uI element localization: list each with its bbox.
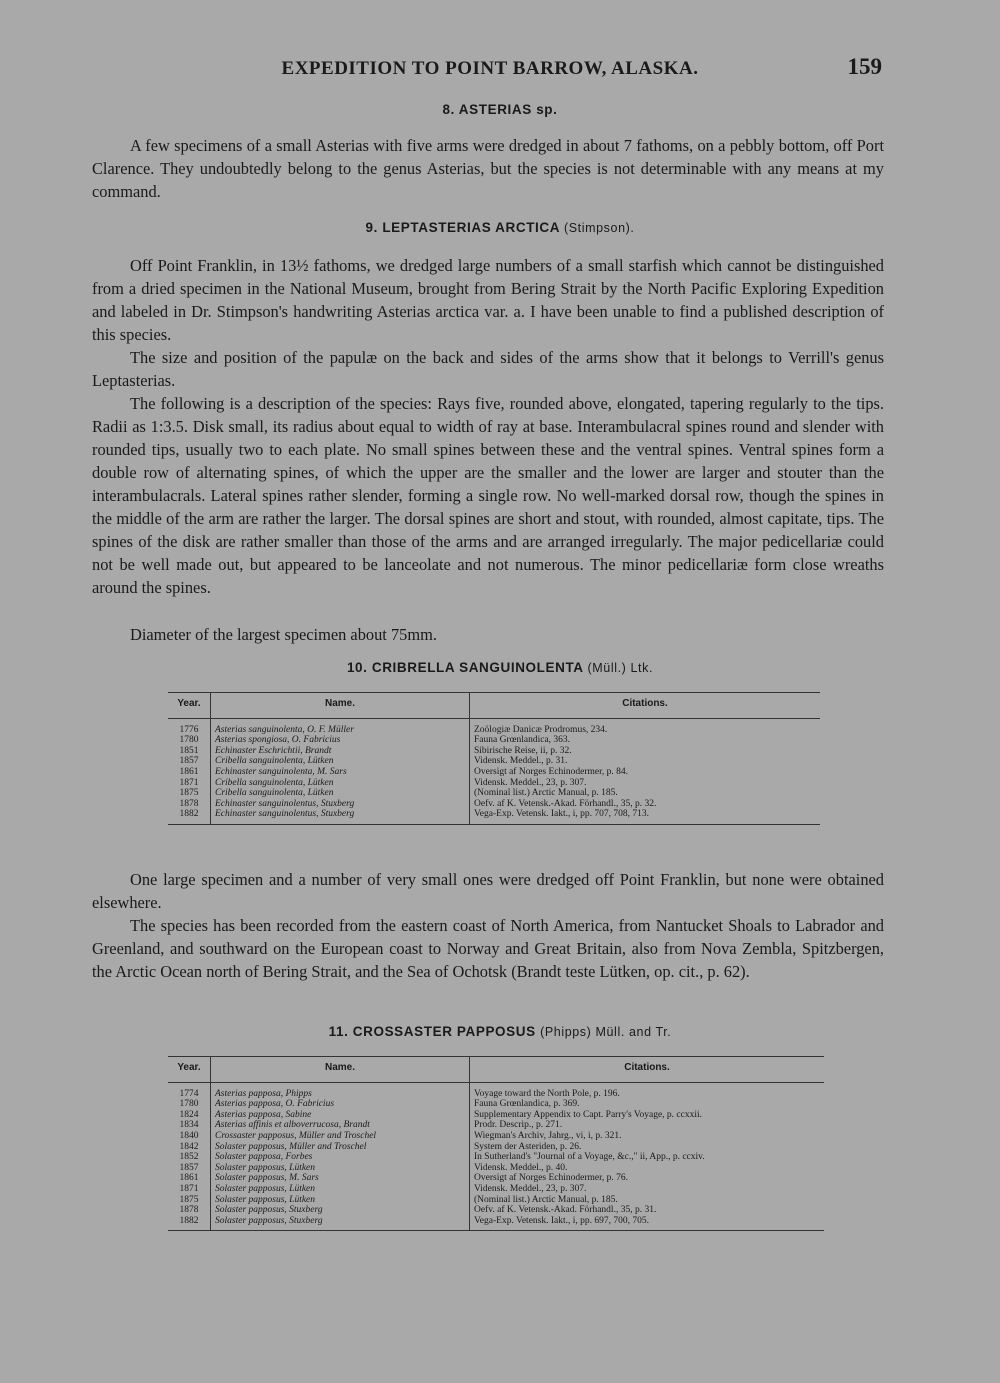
table-row-year: 1852 xyxy=(179,1152,199,1163)
table-row-citation: Wiegman's Archiv, Jahrg., vi, i, p. 321. xyxy=(474,1130,622,1141)
table-row-citation: Vidensk. Meddel., p. 40. xyxy=(474,1162,568,1173)
section-heading-11-authority: (Phipps) Müll. and Tr. xyxy=(540,1025,672,1039)
table-row-year: 1834 xyxy=(179,1120,199,1131)
table-row-year: 1857 xyxy=(179,1162,199,1173)
citations-table-11 xyxy=(168,1056,824,1231)
section-8-paragraph xyxy=(92,134,884,203)
table-row-year: 1861 xyxy=(179,766,199,777)
col-name-header: Name. xyxy=(211,693,470,719)
table-row-citation: Supplementary Appendix to Capt. Parry's Voyage, p. ccxxii. xyxy=(474,1109,703,1120)
section-8-text: A few specimens of a small Asterias with five arms were dredged in about 7 fathoms, on a pebbly bottom, off Port Clarence. They undoubtedly belong to the genus Asterias, but the species is not determinable with any means at my command. xyxy=(92,136,884,201)
table-row-name: Solaster papposus, Lütken xyxy=(215,1194,316,1205)
table-row-year: 1851 xyxy=(179,745,199,756)
table-row-citation: Vega-Exp. Vetensk. Iakt., i, pp. 707, 708, 713. xyxy=(474,809,650,820)
section-9-paragraph-1 xyxy=(92,254,884,346)
table-row-citation: Oefv. af K. Vetensk.-Akad. Förhandl., 35, p. 31. xyxy=(474,1205,657,1216)
table-row-citation: Vidensk. Meddel., 23, p. 307. xyxy=(474,777,587,788)
section-10-paragraph-2 xyxy=(92,914,884,983)
table-row-citation: Zoölogiæ Danicæ Prodromus, 234. xyxy=(474,724,608,735)
table-row-citation: Fauna Grœnlandica, p. 369. xyxy=(474,1099,580,1110)
running-header xyxy=(90,52,890,82)
table-row-year: 1882 xyxy=(179,1215,199,1226)
table-row-citation: Oefv. af K. Vetensk.-Akad. Förhandl., 35, p. 32. xyxy=(474,798,657,809)
table-row-name: Solaster papposa, Forbes xyxy=(215,1152,313,1163)
table-row-name: Asterias papposa, Sabine xyxy=(215,1109,312,1120)
section-heading-9-authority: (Stimpson). xyxy=(563,221,635,235)
table-row-year: 1882 xyxy=(179,809,199,820)
table-row-year: 1875 xyxy=(179,1194,199,1205)
col-citations-header: Citations. xyxy=(470,693,821,719)
table-row-citation: (Nominal list.) Arctic Manual, p. 185. xyxy=(474,1194,618,1205)
section-9-text-2: The size and position of the papulæ on the back and sides of the arms show that it belongs to Verrill's genus Leptasterias. xyxy=(92,348,884,390)
table-row-name: Asterias spongiosa, O. Fabricius xyxy=(215,735,341,746)
citation-column xyxy=(470,718,821,824)
table-row-citation: (Nominal list.) Arctic Manual, p. 185. xyxy=(474,788,618,799)
table-row-year: 1842 xyxy=(179,1141,199,1152)
name-column xyxy=(211,1082,470,1231)
col-name-header: Name. xyxy=(211,1057,470,1083)
name-column xyxy=(211,718,470,824)
table-row-name: Solaster papposus, Müller and Troschel xyxy=(215,1141,367,1152)
section-heading-9 xyxy=(250,220,750,235)
table-row-name: Solaster papposus, M. Sars xyxy=(215,1173,319,1184)
table-row-citation: Oversigt af Norges Echinodermer, p. 76. xyxy=(474,1173,629,1184)
table-row-year: 1878 xyxy=(179,1205,199,1216)
year-column xyxy=(168,1082,211,1231)
citations-table-10 xyxy=(168,692,820,825)
table-row-name: Asterias papposa, Phipps xyxy=(215,1088,312,1099)
table-row-name: Solaster papposus, Lütken xyxy=(215,1162,316,1173)
table-row-citation: Vega-Exp. Vetensk. Iakt., i, pp. 697, 700, 705. xyxy=(474,1215,650,1226)
table-row-name: Crossaster papposus, Müller and Troschel xyxy=(215,1130,377,1141)
table-row-name: Echinaster sanguinolenta, M. Sars xyxy=(215,766,347,777)
table-row-name: Asterias papposa, O. Fabricius xyxy=(215,1099,335,1110)
running-title: EXPEDITION TO POINT BARROW, ALASKA. xyxy=(281,58,699,79)
table-row-year: 1871 xyxy=(179,1183,199,1194)
section-9-text-1: Off Point Franklin, in 13½ fathoms, we dredged large numbers of a small starfish which cannot be distinguished from a dried specimen in the National Museum, brought from Bering Strait by the North Pacific Exploring Expedition and labeled in Dr. Stimpson's handwriting Asterias arctica var. a. I have been unable to find a published description of this species. xyxy=(92,256,884,344)
table-row-year: 1840 xyxy=(179,1130,199,1141)
section-heading-8-title: 8. ASTERIAS sp. xyxy=(442,102,558,117)
table-row-name: Asterias sanguinolenta, O. F. Müller xyxy=(215,724,354,735)
table-row-citation: Vidensk. Meddel., p. 31. xyxy=(474,756,568,767)
section-9-paragraph-2 xyxy=(92,346,884,392)
table-row-citation: System der Asteriden, p. 26. xyxy=(474,1141,582,1152)
year-column xyxy=(168,718,211,824)
table-row-year: 1776 xyxy=(179,724,199,735)
col-citations-header: Citations. xyxy=(470,1057,825,1083)
table-row-name: Cribella sanguinolenta, Lütken xyxy=(215,777,334,788)
table-row-year: 1780 xyxy=(179,735,199,746)
table-row-year: 1857 xyxy=(179,756,199,767)
col-year-header: Year. xyxy=(168,693,211,719)
table-row-citation: In Sutherland's "Journal of a Voyage, &c.," ii, App., p. ccxiv. xyxy=(474,1152,705,1163)
table-row-year: 1871 xyxy=(179,777,199,788)
table-row-year: 1774 xyxy=(179,1088,199,1099)
page-number: 159 xyxy=(847,54,882,79)
table-row-year: 1780 xyxy=(179,1099,199,1110)
table-row-year: 1878 xyxy=(179,798,199,809)
section-heading-11 xyxy=(220,1024,780,1039)
section-10-text-2: The species has been recorded from the eastern coast of North America, from Nantucket Shoals to Labrador and Greenland, and southward on the European coast to Norway and Great Britain, also from Nova Zembla, Spitzbergen, the Arctic Ocean north of Bering Strait, and the Sea of Ochotsk (Brandt teste Lütken, op. cit., p. 62). xyxy=(92,916,884,981)
table-row-year: 1861 xyxy=(179,1173,199,1184)
section-heading-8 xyxy=(300,102,700,117)
table-row-name: Cribella sanguinolenta, Lütken xyxy=(215,756,334,767)
table-row-name: Asterias affinis et alboverrucosa, Brandt xyxy=(215,1120,370,1131)
table-row-name: Echinaster Eschrichtii, Brandt xyxy=(215,745,332,756)
section-9-paragraph-4 xyxy=(92,623,884,646)
section-10-text-1: One large specimen and a number of very small ones were dredged off Point Franklin, but none were obtained elsewhere. xyxy=(92,870,884,912)
table-row-name: Echinaster sanguinolentus, Stuxberg xyxy=(215,809,355,820)
table-row-name: Echinaster sanguinolentus, Stuxberg xyxy=(215,798,355,809)
section-heading-9-title: 9. LEPTASTERIAS ARCTICA xyxy=(365,220,560,235)
table-row-citation: Voyage toward the North Pole, p. 196. xyxy=(474,1088,620,1099)
section-heading-10-title: 10. CRIBRELLA SANGUINOLENTA xyxy=(346,660,584,675)
section-heading-10-authority: (Müll.) Ltk. xyxy=(587,661,654,675)
table-row-citation: Vidensk. Meddel., 23, p. 307. xyxy=(474,1183,587,1194)
table-row-citation: Prodr. Descrip., p. 271. xyxy=(474,1120,563,1131)
table-row-name: Cribella sanguinolenta, Lütken xyxy=(215,788,334,799)
table-row-year: 1824 xyxy=(179,1109,199,1120)
section-10-paragraph-1 xyxy=(92,868,884,914)
section-heading-10 xyxy=(250,660,750,675)
section-9-text-3: The following is a description of the species: Rays five, rounded above, elongated, tapering regularly to the tips. Radii as 1:3.5. Disk small, its radius about equal to width of ray at base. Interambulacral spines round and slender with rounded tips, usually two to each plate. No small spines between these and the ventral spines. Ventral spines form a double row of alternating spines, of which the upper are the smaller and the lower are larger and stouter than the interambulacrals. Lateral spines rather slender, forming a single row. No well-marked dorsal row, though the spines in the middle of the arm are rather the larger. The dorsal spines are short and stout, with rounded, almost capitate, tips. The spines of the disk are rather smaller than those of the arms and are arranged irregularly. The major pedicellariæ could not be well made out, but appeared to be lanceolate and not numerous. The minor pedicellariæ form close wreaths around the spines. xyxy=(92,394,884,597)
section-9-paragraph-3 xyxy=(92,392,884,599)
table-row-name: Solaster papposus, Stuxberg xyxy=(215,1215,323,1226)
section-heading-11-title: 11. CROSSASTER PAPPOSUS xyxy=(328,1024,536,1039)
table-row-name: Solaster papposus, Stuxberg xyxy=(215,1205,323,1216)
table-row-year: 1875 xyxy=(179,788,199,799)
col-year-header: Year. xyxy=(168,1057,211,1083)
table-row-citation: Oversigt af Norges Echinodermer, p. 84. xyxy=(474,766,629,777)
table-row-citation: Fauna Grœnlandica, 363. xyxy=(474,735,571,746)
citation-column xyxy=(470,1082,825,1231)
table-row-name: Solaster papposus, Lütken xyxy=(215,1183,316,1194)
section-9-text-4: Diameter of the largest specimen about 75mm. xyxy=(130,625,437,644)
table-row-citation: Sibirische Reise, ii, p. 32. xyxy=(474,745,572,756)
